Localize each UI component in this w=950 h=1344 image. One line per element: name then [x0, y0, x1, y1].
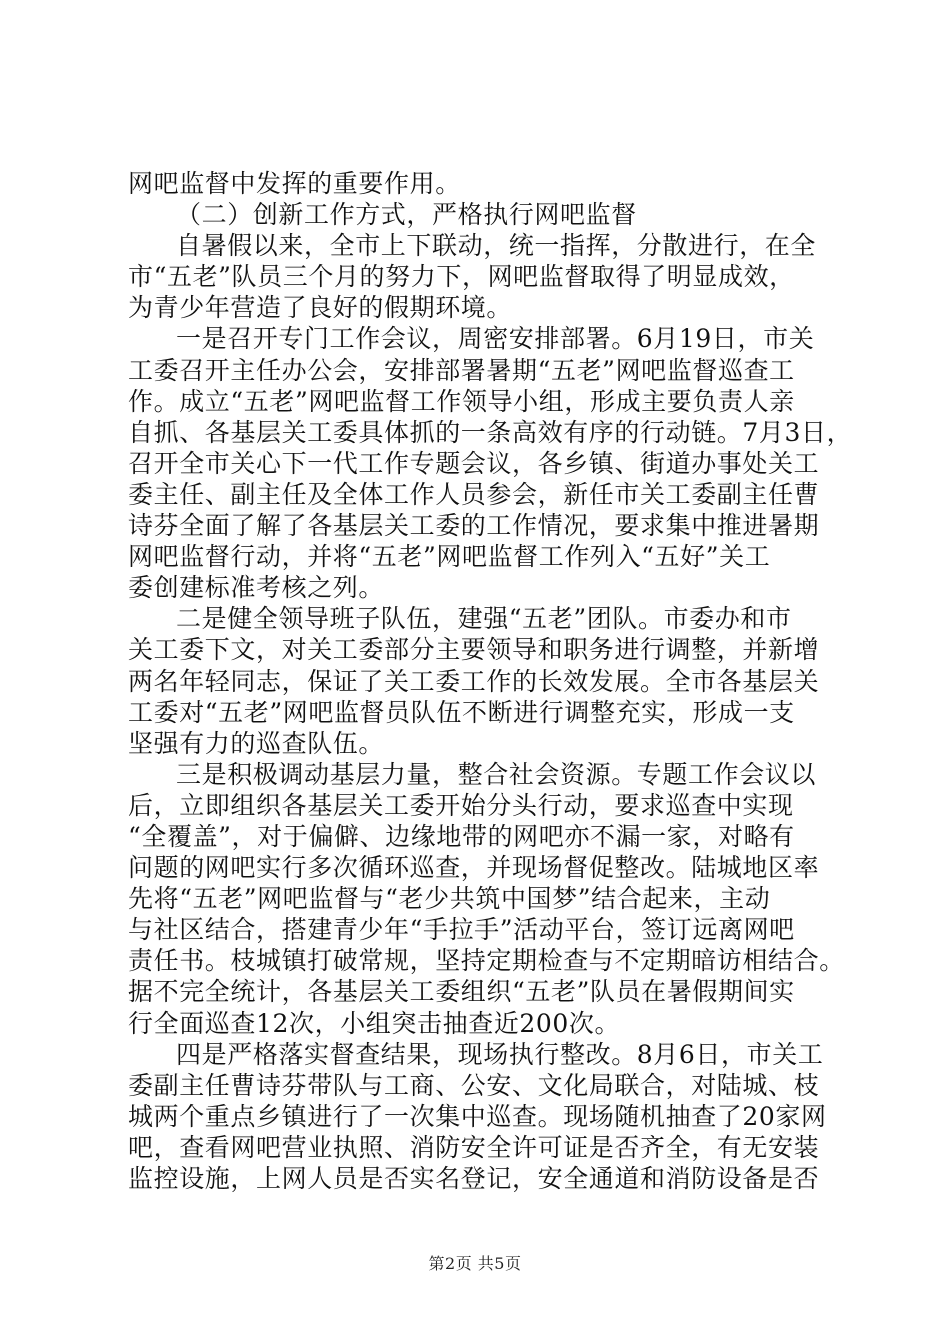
text-line: “全覆盖”，对于偏僻、边缘地带的网吧亦不漏一家，对略有 — [128, 821, 795, 851]
text-line: 网吧监督中发挥的重要作用。 — [128, 169, 461, 198]
text-line: 一是召开专门工作会议，周密安排部署。6月19日，市关 — [176, 324, 815, 354]
text-line: 委副主任曹诗芬带队与工商、公安、文化局联合，对陆城、枝 — [128, 1070, 820, 1100]
text-line: 网吧监督行动，并将“五老”网吧监督工作列入“五好”关工 — [128, 542, 771, 572]
text-line: 为青少年营造了良好的假期环境。 — [128, 293, 513, 323]
text-line: 监控设施，上网人员是否实名登记，安全通道和消防设备是否 — [128, 1164, 820, 1193]
text-line: 三是积极调动基层力量，整合社会资源。专题工作会议以 — [176, 759, 817, 789]
text-line: 先将“五老”网吧监督与“老少共筑中国梦”结合起来，主动 — [128, 884, 771, 914]
text-line: 后，立即组织各基层关工委开始分头行动，要求巡查中实现 — [128, 790, 794, 820]
text-line: 城两个重点乡镇进行了一次集中巡查。现场随机抽查了20家网 — [128, 1101, 827, 1131]
text-line: 坚强有力的巡查队伍。 — [128, 728, 385, 758]
document-body — [128, 168, 853, 1194]
text-line: 据不完全统计，各基层关工委组织“五老”队员在暑假期间实 — [128, 977, 795, 1007]
text-line: 作。成立“五老”网吧监督工作领导小组，形成主要负责人亲 — [128, 386, 795, 416]
text-line: 市“五老”队员三个月的努力下，网吧监督取得了明显成效， — [128, 262, 795, 292]
text-line: 关工委下文，对关工委部分主要领导和职务进行调整，并新增 — [128, 635, 820, 665]
text-line: 二是健全领导班子队伍，建强“五老”团队。市委办和市 — [176, 604, 792, 634]
text-line: 责任书。枝城镇打破常规，坚持定期检查与不定期暗访相结合。 — [128, 946, 845, 976]
text-line: 自暑假以来，全市上下联动，统一指挥，分散进行，在全 — [176, 231, 817, 261]
text-line: 委主任、副主任及全体工作人员参会，新任市关工委副主任曹 — [128, 479, 820, 509]
text-line: 召开全市关心下一代工作专题会议，各乡镇、街道办事处关工 — [128, 448, 820, 478]
text-line: 行全面巡查12次，小组突击抽查近200次。 — [128, 1008, 621, 1038]
text-line: 委创建标准考核之列。 — [128, 573, 385, 603]
text-line: 两名年轻同志，保证了关工委工作的长效发展。全市各基层关 — [128, 666, 820, 696]
text-line: 与社区结合，搭建青少年“手拉手”活动平台，签订远离网吧 — [128, 915, 795, 945]
text-line: 自抓、各基层关工委具体抓的一条高效有序的行动链。7月3日， — [128, 417, 853, 447]
text-line: 四是严格落实督查结果，现场执行整改。8月6日，市关工 — [176, 1039, 824, 1069]
text-line: （二）创新工作方式，严格执行网吧监督 — [176, 200, 637, 230]
text-line: 问题的网吧实行多次循环巡查，并现场督促整改。陆城地区率 — [128, 853, 820, 883]
text-line: 诗芬全面了解了各基层关工委的工作情况，要求集中推进暑期 — [128, 511, 820, 541]
page-footer: 第2页 共5页 — [428, 1254, 522, 1273]
text-line: 工委对“五老”网吧监督员队伍不断进行调整充实，形成一支 — [128, 697, 795, 727]
text-line: 工委召开主任办公会，安排部署暑期“五老”网吧监督巡查工 — [128, 355, 795, 385]
text-line: 吧，查看网吧营业执照、消防安全许可证是否齐全，有无安装 — [128, 1132, 820, 1162]
